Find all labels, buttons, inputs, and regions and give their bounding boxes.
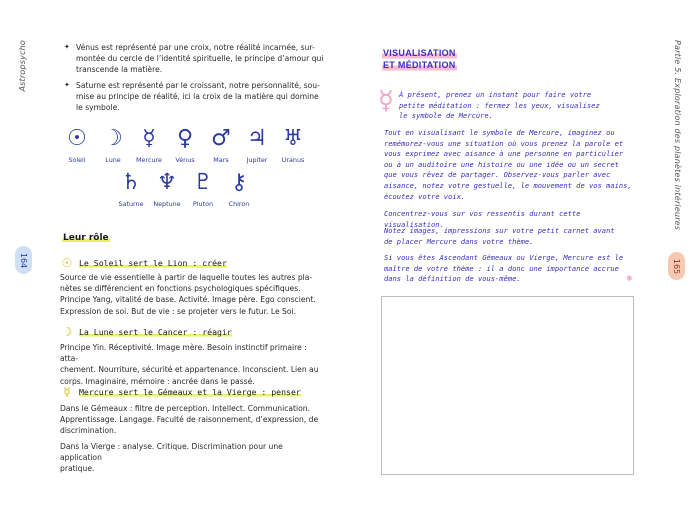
pluto-icon: ♇ <box>193 170 213 195</box>
ruler-body: Dans le Gémeaux : filtre de perception. Intellect. Communication. Apprentissage. Langage. Faculté de raisonnement, d’expression, de discrimination. <box>60 404 319 436</box>
sun-icon: ☉ <box>67 126 87 151</box>
mercury-icon: ☿ <box>63 385 71 399</box>
sparkle-icon: ✦ <box>64 81 70 89</box>
planet-pluto <box>185 170 221 208</box>
moon-icon: ☽ <box>103 126 123 151</box>
meditation-paragraph: À présent, prenez un instant pour faire votre petite méditation : fermez les yeux, visualisez le symbole de Mercure. <box>399 90 600 121</box>
planet-saturn <box>113 170 149 208</box>
meditation-paragraph: Concentrez-vous sur vos ressentis durant cette visualisation. <box>384 209 581 229</box>
intro-bullets <box>64 42 324 118</box>
jupiter-icon: ♃ <box>247 126 267 151</box>
planet-name: Mercure <box>136 156 162 164</box>
meditation-paragraph: Si vous êtes Ascendant Gémeaux ou Vierge, Mercure est le maître de votre thème : il a donc une importance accrue dans la définition de vous-même. <box>384 253 624 284</box>
page-number: 165 <box>668 252 685 280</box>
neptune-icon: ♆ <box>157 170 177 195</box>
planet-row <box>55 170 315 208</box>
page-number: 164 <box>15 246 32 274</box>
meditation-paragraph: Notez images, impressions sur votre petit carnet avant de placer Mercure dans votre thème. <box>384 226 615 246</box>
mercury-icon: ☿ <box>378 86 394 116</box>
planet-venus <box>167 126 203 164</box>
planet-name: Lune <box>105 156 121 164</box>
chiron-icon: ⚷ <box>230 170 248 195</box>
planet-uranus <box>275 126 311 164</box>
planet-name: Neptune <box>153 200 181 208</box>
planet-moon <box>95 126 131 164</box>
section-heading: Leur rôle <box>63 233 109 243</box>
bullet-item <box>64 42 324 75</box>
planet-symbols-table <box>55 126 315 208</box>
saturn-icon: ♄ <box>121 170 141 195</box>
planet-mars <box>203 126 239 164</box>
planet-sun <box>59 126 95 164</box>
planet-name: Vénus <box>175 156 195 164</box>
bullet-text: Vénus est représenté par une croix, notre réalité incarnée, sur- montée du cercle de l’identité spirituelle, le principe d’amour qui transcende la matière. <box>76 43 324 74</box>
running-head: Astropsycho <box>18 40 27 92</box>
mercury-icon: ☿ <box>142 126 156 151</box>
planet-name: Soleil <box>68 156 86 164</box>
ruler-heading-sun <box>60 257 227 269</box>
ruler-title: La Lune sert le Cancer : réagir <box>79 327 232 337</box>
planet-chiron <box>221 170 257 208</box>
ruler-title: Mercure sert le Gémeaux et la Vierge : penser <box>79 387 301 397</box>
planet-name: Chiron <box>228 200 250 208</box>
sun-icon: ☉ <box>61 256 73 270</box>
moon-icon: ☽ <box>61 325 73 339</box>
planet-row <box>55 126 315 164</box>
running-head: Partie 5. Exploration des planètes intérieures <box>673 40 682 231</box>
sparkle-icon: ✦ <box>64 43 70 51</box>
meditation-title: VISUALISATION ET MÉDITATION <box>383 48 456 70</box>
ruler-body: Source de vie essentielle à partir de laquelle toutes les autres pla- nètes se différencient en fonctions psychologiques spécifiques. Principe Yang, vitalité de base. Activité. Image père. Ego conscient. Expression de soi. But de vie : se projeter vers le futur. Le Soi. <box>60 273 316 316</box>
meditation-paragraph: Tout en visualisant le symbole de Mercure, imaginez ou remémorez-vous une situation où vous prenez la parole et vous exprimez avec aisance à une personne en particulier ou à un auditoire une histoire ou une idée ou un secret que vous rêvez de partager. Observez-vous parler avec aisance, notez votre gestuelle, le mouvement de vos mains, écoutez votre voix. <box>384 128 632 201</box>
ruler-heading-mercury <box>60 386 301 398</box>
ruler-title: Le Soleil sert le Lion : créer <box>79 258 227 268</box>
planet-name: Mars <box>213 156 229 164</box>
planet-name: Jupiter <box>246 156 268 164</box>
planet-neptune <box>149 170 185 208</box>
ruler-body: Dans la Vierge : analyse. Critique. Discrimination pour une application pratique. <box>60 442 283 474</box>
venus-icon: ♀ <box>176 126 194 151</box>
planet-name: Uranus <box>281 156 305 164</box>
planet-name: Pluton <box>192 200 214 208</box>
planet-name: Saturne <box>118 200 144 208</box>
bullet-item <box>64 80 324 113</box>
bullet-text: Saturne est représenté par le croissant, notre personnalité, sou- mise au principe de réalité, ici la croix de la matière qui domine le symbole. <box>76 81 320 112</box>
ruler-body: Principe Yin. Réceptivité. Image mère. Besoin instinctif primaire : atta- chement. Nourriture, sécurité et appartenance. Inconscient. Lien au corps. Imaginaire, mémoire : ancrée dans le passé. <box>60 343 319 386</box>
end-mark-icon: ✱ <box>626 274 633 283</box>
mars-icon: ♂ <box>211 126 231 151</box>
planet-mercury <box>131 126 167 164</box>
ruler-heading-moon <box>60 326 232 338</box>
notes-box[interactable] <box>381 296 634 475</box>
planet-jupiter <box>239 126 275 164</box>
uranus-icon: ♅ <box>283 126 303 151</box>
